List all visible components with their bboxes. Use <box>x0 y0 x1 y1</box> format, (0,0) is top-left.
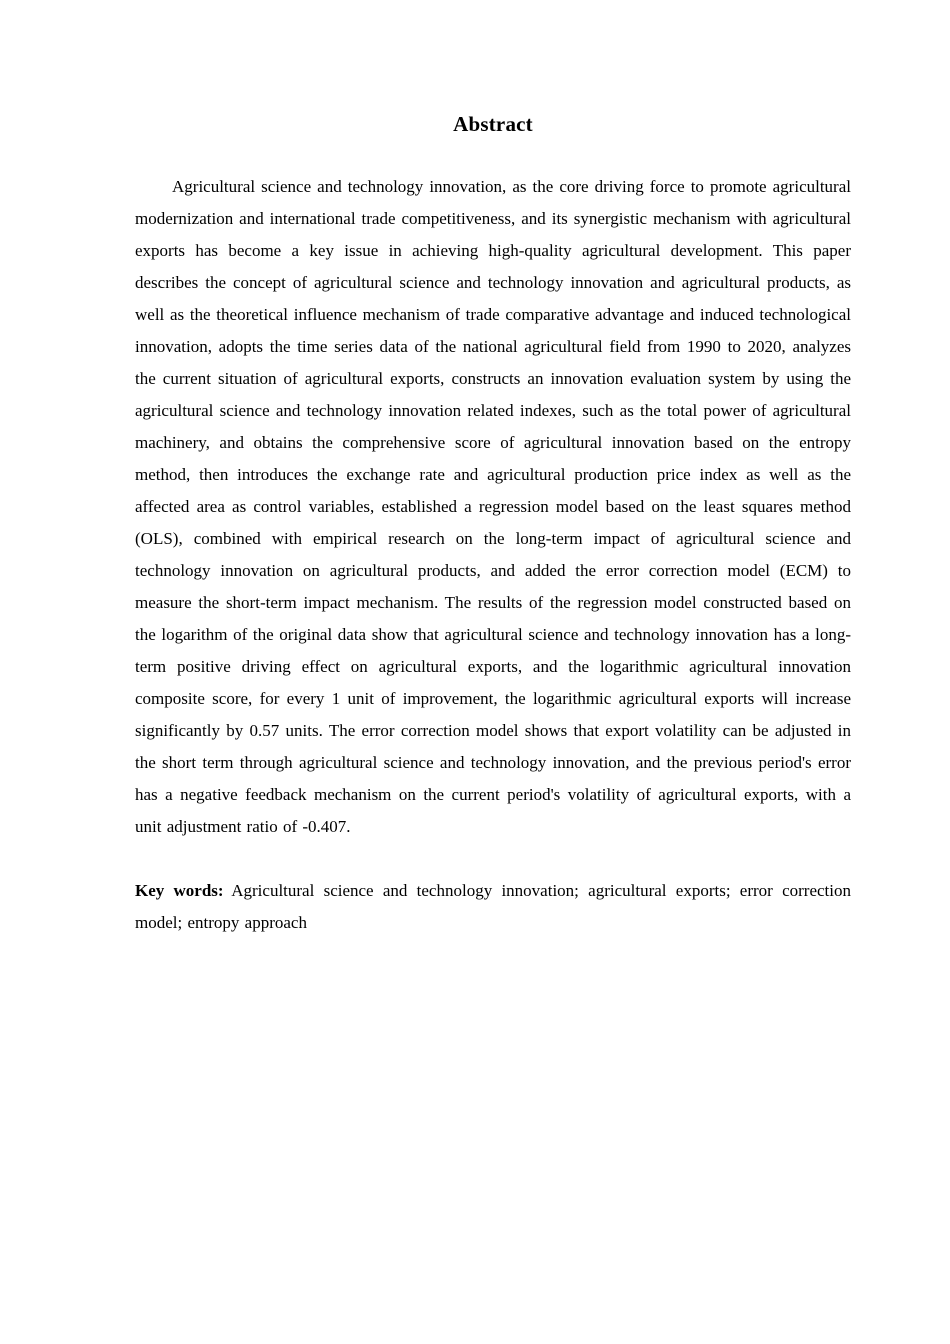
keywords-label: Key words: <box>135 881 224 900</box>
keywords-text: Agricultural science and technology innovation; agricultural exports; error correction model; entropy approach <box>135 881 851 932</box>
abstract-title: Abstract <box>453 112 533 136</box>
abstract-paragraph: Agricultural science and technology innovation, as the core driving force to promote agricultural modernization and international trade competitiveness, and its synergistic mechanism with agricultural exports has become a key issue in achieving high-quality agricultural development. This paper describes the concept of agricultural science and technology innovation and agricultural products, as well as the theoretical influence mechanism of trade comparative advantage and induced technological innovation, adopts the time series data of the national agricultural field from 1990 to 2020, analyzes the current situation of agricultural exports, constructs an innovation evaluation system by using the agricultural science and technology innovation related indexes, such as the total power of agricultural machinery, and obtains the comprehensive score of agricultural innovation based on the entropy method, then introduces the exchange rate and agricultural production price index as well as the affected area as control variables, established a regression model based on the least squares method (OLS), combined with empirical research on the long-term impact of agricultural science and technology innovation on agricultural products, and added the error correction model (ECM) to measure the short-term impact mechanism. The results of the regression model constructed based on the logarithm of the original data show that agricultural science and technology innovation has a long-term positive driving effect on agricultural exports, and the logarithmic agricultural innovation composite score, for every 1 unit of improvement, the logarithmic agricultural exports will increase significantly by 0.57 units. The error correction model shows that export volatility can be adjusted in the short term through agricultural science and technology innovation, and the previous period's error has a negative feedback mechanism on the current period's volatility of agricultural exports, with a unit adjustment ratio of -0.407. <box>135 177 851 836</box>
keywords-line <box>135 875 851 939</box>
